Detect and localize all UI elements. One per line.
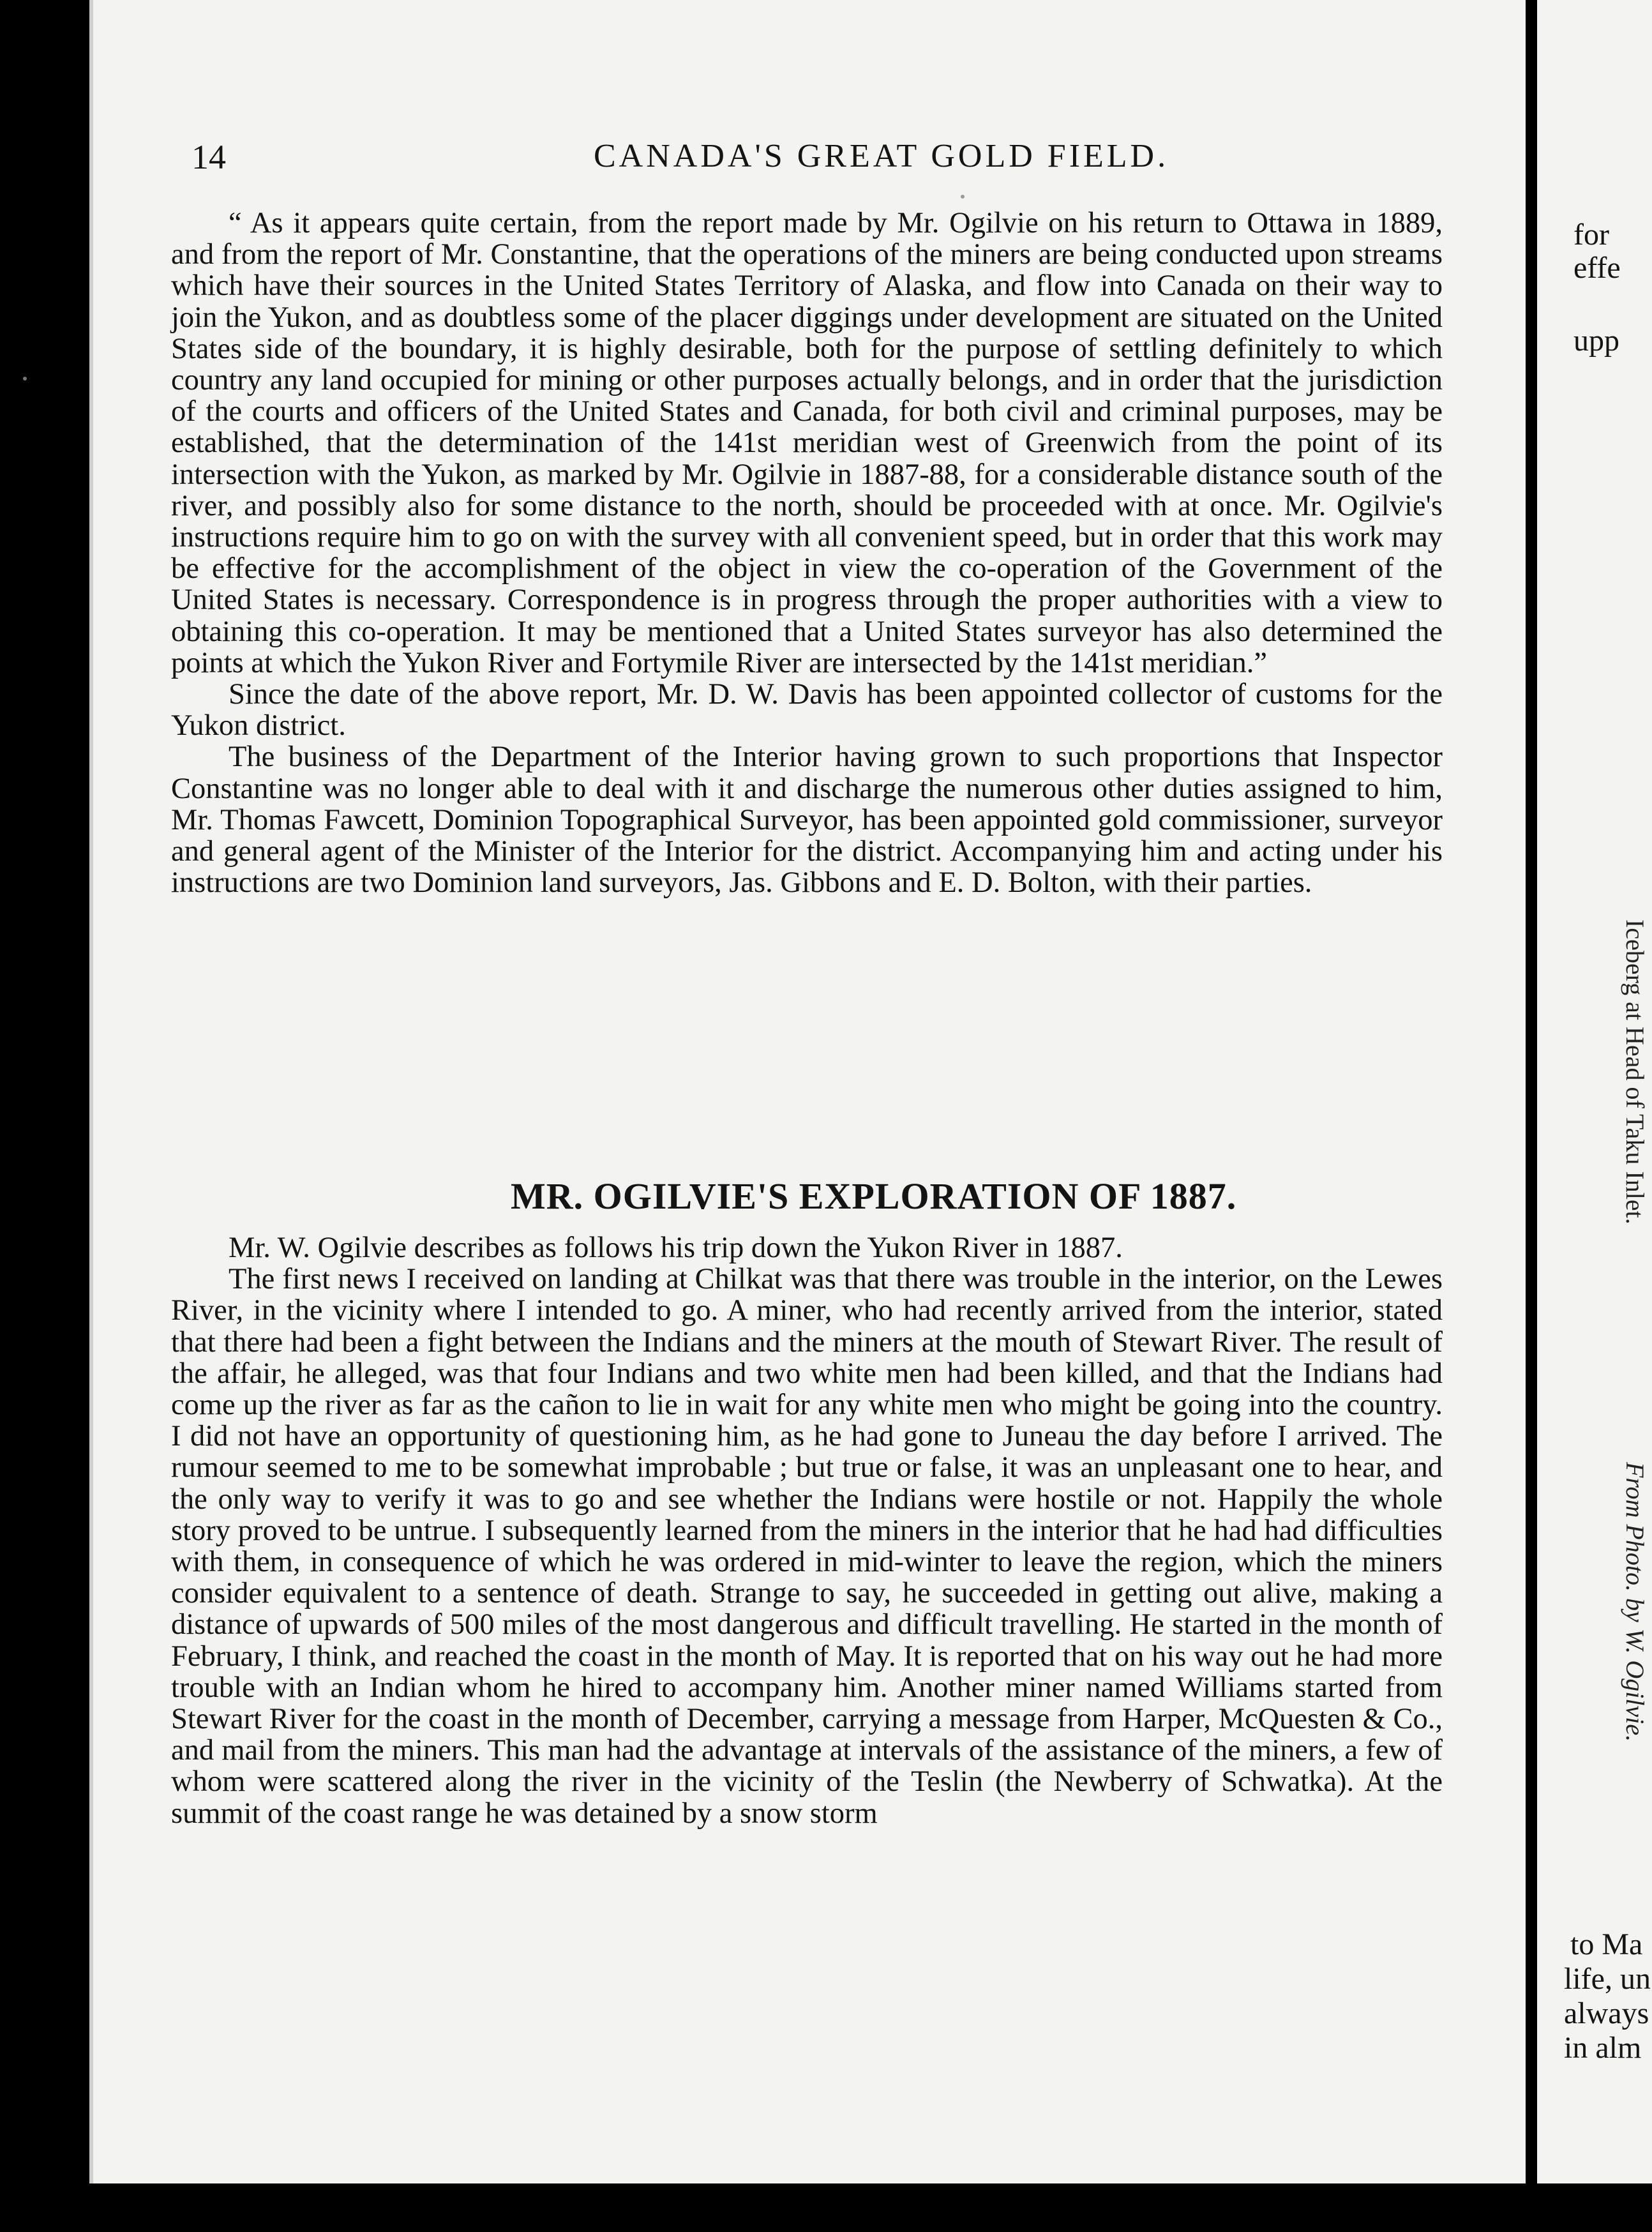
section-heading: MR. OGILVIE'S EXPLORATION OF 1887. [511, 1175, 1237, 1217]
facing-page-fragment: in alm [1564, 2031, 1642, 2065]
paragraph: The first news I received on landing at Chilkat was that there was trouble in the interior, on the Lewes River, in the vicinity where I intended to go. A miner, who had recently arrived from the interior, stated that there had been a fight between the Indians and the miners at the mouth of Stewart River. The result of the affair, he alleged, was that four Indians and two white men had been killed, and that the Indians had come up the river as far as the cañon to lie in wait for any white men who might be going into the country. I did not have an opportunity of questioning him, as he had gone to Juneau the day before I arrived. The rumour seemed to me to be somewhat improbable ; but true or false, it was an unpleasant one to hear, and the only way to verify it was to go and see whether the Indians were hostile or not. Happily the whole story proved to be untrue. I subsequently learned from the miners in the interior that he had had difficulties with them, in consequence of which he was ordered in mid-winter to leave the region, which the miners consider equivalent to a sentence of death. Strange to say, he succeeded in getting out alive, making a distance of upwards of 500 miles of the most dangerous and difficult travelling. He started in the month of February, I think, and reached the coast in the month of May. It is reported that on his way out he had more trouble with an Indian whom he hired to accompany him. Another miner named Williams started from Stewart River for the coast in the month of December, carrying a message from Harper, McQuesten & Co., and mail from the miners. This man had the advantage at intervals of the assistance of the miners, a few of whom were scattered along the river in the vicinity of the Teslin (the Newberry of Schwatka). At the summit of the coast range he was detained by a snow storm [171, 1263, 1443, 1830]
photo-credit: From Photo. by W. Ogilvie. [1621, 1462, 1649, 1742]
page-number: 14 [191, 138, 226, 176]
facing-page-fragment: always [1564, 1996, 1649, 2030]
facing-page-fragment: effe [1573, 251, 1621, 285]
scan-speck [23, 377, 27, 381]
paragraph: Mr. W. Ogilvie describes as follows his trip down the Yukon River in 1887. [229, 1232, 1123, 1264]
page-header [191, 137, 1443, 188]
page-edge [89, 0, 93, 2183]
paragraph: “ As it appears quite certain, from the report made by Mr. Ogilvie on his return to Ottawa in 1889, and from the report of Mr. Constantine, that the operations of the miners are being conducted upon streams which have their sources in the United States Territory of Alaska, and flow into Canada on their way to join the Yukon, and as doubtless some of the placer diggings under development are situated on the United States side of the boundary, it is highly desirable, both for the purpose of settling definitely to which country any land occupied for mining or other purposes actually belongs, and in order that the jurisdiction of the courts and officers of the United States and Canada, for both civil and criminal purposes, may be established, that the determination of the 141st meridian west of Greenwich from the point of its intersection with the Yukon, as marked by Mr. Ogilvie in 1887-88, for a considerable distance south of the river, and possibly also for some distance to the north, should be proceeded with at once. Mr. Ogilvie's instructions require him to go on with the survey with all convenient speed, but in order that this work may be effective for the accomplishment of the object in view the co-operation of the Government of the United States is necessary. Correspondence is in progress through the proper authorities with a view to obtaining this co-operation. It may be mentioned that a United States surveyor has also determined the points at which the Yukon River and Fortymile River are intersected by the 141st meridian.” [171, 207, 1443, 679]
paragraph: The business of the Department of the Interior having grown to such proportions that Inspector Constantine was no longer able to deal with it and discharge the numerous other duties assigned to him, Mr. Thomas Fawcett, Dominion Topographical Surveyor, has been appointed gold commissioner, surveyor and general agent of the Minister of the Interior for the district. Accompanying him and acting under his instructions are two Dominion land surveyors, Jas. Gibbons and E. D. Bolton, with their parties. [171, 741, 1443, 900]
facing-page-fragment: to Ma [1570, 1927, 1643, 1961]
facing-page-fragment: for [1573, 218, 1609, 252]
scan-speck [961, 195, 965, 199]
facing-page-fragment: life, un [1564, 1962, 1651, 1996]
paragraph: Since the date of the above report, Mr. D. W. Davis has been appointed collector of customs for the Yukon district. [171, 678, 1443, 743]
book-gutter [1526, 0, 1537, 2183]
plate-caption: Iceberg at Head of Taku Inlet. [1621, 919, 1649, 1225]
exploration-narrative-block [171, 1232, 1443, 1829]
facing-page-fragment: upp [1573, 324, 1619, 358]
report-quotation-block [171, 207, 1443, 898]
running-title: CANADA'S GREAT GOLD FIELD. [594, 138, 1169, 174]
